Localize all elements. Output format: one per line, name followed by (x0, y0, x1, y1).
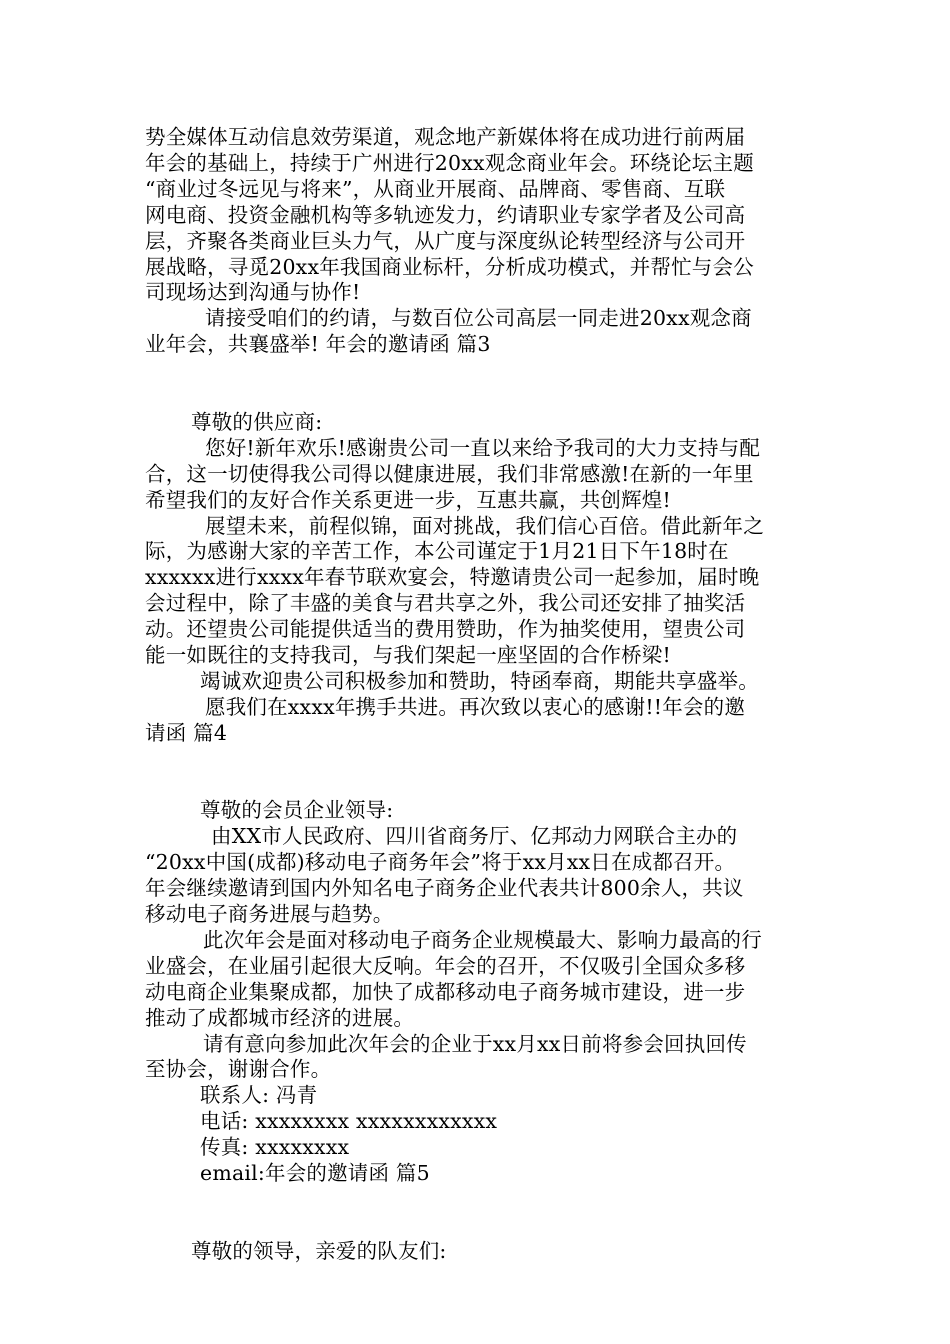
text-line: 合，这一切使得我公司得以健康进展，我们非常感激!在新的一年里 (145, 461, 754, 486)
text-line: 尊敬的供应商: (191, 409, 323, 434)
text-line: 年会的基础上，持续于广州进行20xx观念商业年会。环绕论坛主题 (145, 150, 754, 175)
text-line: 尊敬的领导，亲爱的队友们: (191, 1238, 447, 1263)
text-line: 展望未来，前程似锦，面对挑战，我们信心百倍。借此新年之 (205, 513, 764, 538)
text-line: 司现场达到沟通与协作! (145, 280, 361, 305)
text-line: 至协会，谢谢合作。 (145, 1057, 332, 1082)
text-line: 业盛会，在业届引起很大反响。年会的召开，不仅吸引全国众多移 (145, 953, 746, 978)
text-line: 动。还望贵公司能提供适当的费用赞助，作为抽奖使用，望贵公司 (145, 617, 746, 642)
text-line: 际，为感谢大家的辛苦工作，本公司谨定于1月21日下午18时在 (145, 539, 729, 564)
text-line: 业年会，共襄盛举! 年会的邀请函 篇3 (145, 332, 491, 357)
text-line: 尊敬的会员企业领导: (200, 798, 394, 823)
text-line: xxxxxx进行xxxx年春节联欢宴会，特邀请贵公司一起参加，届时晚 (145, 565, 760, 590)
text-line: 由XX市人民政府、四川省商务厅、亿邦动力网联合主办的 (211, 824, 738, 849)
text-line: 传真: xxxxxxxx (200, 1135, 350, 1160)
text-line: 请接受咱们的约请，与数百位公司高层一同走进20xx观念商 (205, 306, 752, 331)
text-line: 能一如既往的支持我司，与我们架起一座坚固的合作桥梁! (145, 643, 671, 667)
text-line: 电话: xxxxxxxx xxxxxxxxxxxx (200, 1109, 498, 1134)
text-line: 您好!新年欢乐!感谢贵公司一直以来给予我司的大力支持与配 (205, 435, 761, 460)
text-line: 请有意向参加此次年会的企业于xx月xx日前将参会回执回传 (203, 1031, 747, 1056)
text-line: “20xx中国(成都)移动电子商务年会”将于xx月xx日在成都召开。 (145, 850, 736, 875)
text-line: 愿我们在xxxx年携手共进。再次致以衷心的感谢!!年会的邀 (205, 694, 746, 719)
text-line: 联系人: 冯青 (200, 1083, 318, 1108)
text-line: 希望我们的友好合作关系更进一步，互惠共赢，共创辉煌! (145, 487, 671, 512)
text-line: 网电商、投资金融机构等多轨迹发力，约请职业专家学者及公司高 (145, 202, 746, 227)
text-line: 势全媒体互动信息效劳渠道，观念地产新媒体将在成功进行前两届 (145, 125, 746, 149)
text-line: email:年会的邀请函 篇5 (200, 1161, 430, 1185)
text-line: 请函 篇4 (145, 720, 228, 745)
text-line: 移动电子商务进展与趋势。 (145, 902, 394, 926)
text-line: 动电商企业集聚成都，加快了成都移动电子商务城市建设，进一步 (145, 979, 746, 1004)
text-line: 竭诚欢迎贵公司积极参加和赞助，特函奉商，期能共享盛举。 (200, 668, 759, 693)
text-line: 年会继续邀请到国内外知名电子商务企业代表共计800余人，共议 (145, 876, 744, 901)
text-line: 会过程中，除了丰盛的美食与君共享之外，我公司还安排了抽奖活 (145, 591, 746, 616)
text-line: 推动了成都城市经济的进展。 (145, 1005, 415, 1030)
text-line: 此次年会是面对移动电子商务企业规模最大、影响力最高的行 (203, 927, 762, 952)
text-line: 层，齐聚各类商业巨头力气，从广度与深度纵论转型经济与公司开 (145, 228, 746, 253)
text-line: “商业过冬远见与将来”，从商业开展商、品牌商、零售商、互联 (145, 176, 726, 201)
text-line: 展战略，寻觅20xx年我国商业标杆，分析成功模式，并帮忙与会公 (145, 254, 754, 279)
